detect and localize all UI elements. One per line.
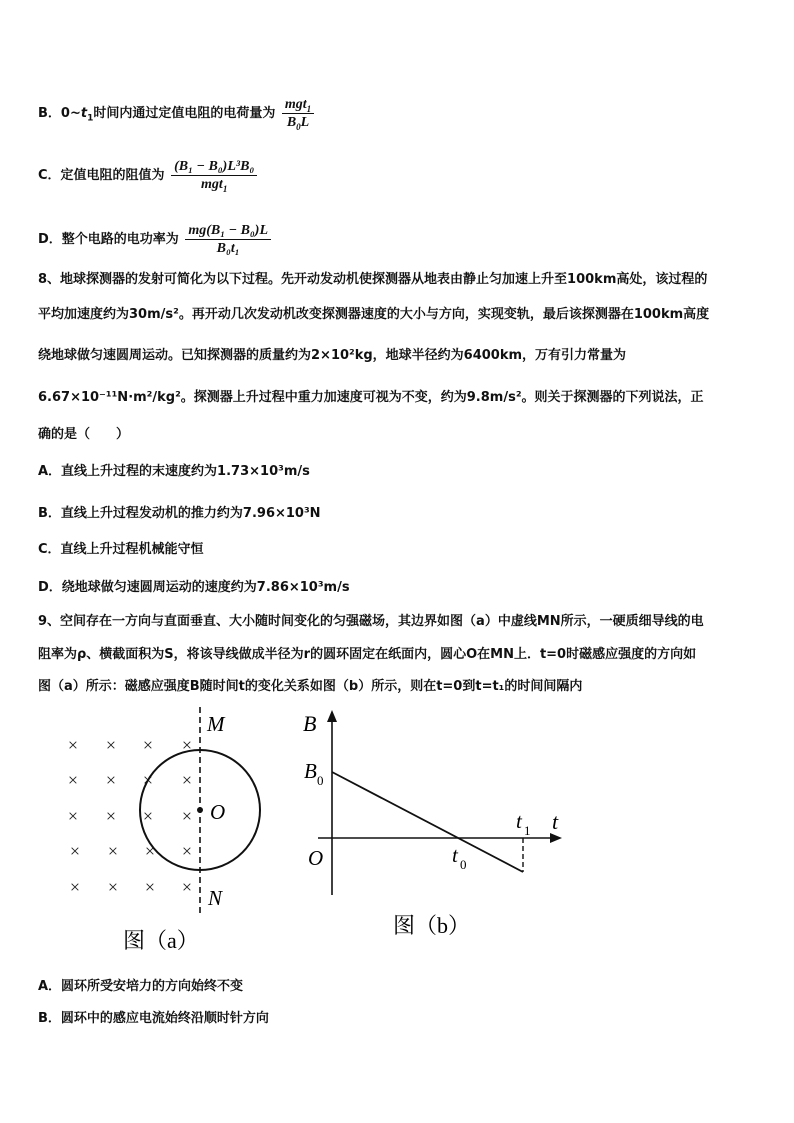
- q7-b-text: 时间内通过定值电阻的电荷量为: [93, 106, 276, 121]
- center-point: [197, 807, 203, 813]
- q9-line-3: 图（a）所示：磁感应强度B随时间t的变化关系如图（b）所示，则在t=0到t=t₁的时间间隔内: [38, 679, 583, 694]
- origin-label: O: [308, 846, 324, 870]
- y-axis-arrow: [327, 710, 337, 722]
- cross-mark: ×: [67, 770, 79, 790]
- caption-a: 图（a）: [123, 928, 199, 953]
- cross-mark: ×: [144, 877, 156, 897]
- cross-mark: ×: [142, 806, 154, 826]
- q7-b-num: mgt: [284, 97, 307, 112]
- b0-sub: 0: [317, 773, 324, 788]
- q8-line-1: 8、地球探测器的发射可简化为以下过程。先开动发动机使探测器从地表由静止匀加速上升至100km高处，该过程的: [38, 272, 708, 287]
- q9-line-1: 9、空间存在一方向与直面垂直、大小随时间变化的匀强磁场，其边界如图（a）中虚线MN所示，一硬质细导线的电: [38, 614, 704, 629]
- cross-mark: ×: [142, 770, 154, 790]
- q7-b-t1: t: [80, 106, 88, 121]
- figure-b: [300, 705, 570, 950]
- q7-d-den: B₀t₁: [216, 241, 240, 256]
- cross-mark: ×: [181, 877, 193, 897]
- q8-option-b: B．直线上升过程发动机的推力约为7.96×10³N: [38, 506, 321, 521]
- q7-b-t1-sub: 1: [87, 113, 94, 124]
- q9-option-b: B．圆环中的感应电流始终沿顺时针方向: [38, 1011, 269, 1026]
- axis-label-t: t: [552, 809, 559, 834]
- t1-sub: 1: [524, 823, 531, 838]
- q8-line-4: 6.67×10⁻¹¹N·m²/kg²。探测器上升过程中重力加速度可视为不变，约为9.8m/s²。则关于探测器的下列说法，正: [38, 390, 704, 405]
- cross-mark: ×: [69, 877, 81, 897]
- q7-option-c: [38, 158, 259, 193]
- cross-mark: ×: [144, 841, 156, 861]
- label-n: N: [208, 886, 223, 910]
- q7-c-den: mgt: [201, 177, 223, 192]
- t1-label: t: [516, 809, 522, 833]
- cross-mark: ×: [142, 735, 154, 755]
- cross-mark: ×: [181, 841, 193, 861]
- q7-b-fraction: [282, 96, 314, 131]
- axis-label-b: B: [303, 711, 317, 736]
- q7-b-den-tail: L: [300, 115, 310, 130]
- q7-d-num: mg(B₁ − B₀)L: [185, 222, 271, 240]
- q7-option-b: [38, 96, 316, 131]
- cross-mark: ×: [181, 770, 193, 790]
- cross-mark: ×: [181, 735, 193, 755]
- q7-b-prefix: B．0~: [38, 106, 81, 121]
- cross-mark: ×: [181, 806, 193, 826]
- b-line: [332, 772, 523, 872]
- q8-option-d: D．绕地球做匀速圆周运动的速度约为7.86×10³m/s: [38, 580, 350, 595]
- cross-mark: ×: [105, 735, 117, 755]
- caption-b: 图（b）: [393, 913, 471, 938]
- q9-option-a: A．圆环所受安培力的方向始终不变: [38, 979, 244, 994]
- cross-mark: ×: [107, 877, 119, 897]
- cross-mark: ×: [67, 806, 79, 826]
- q9-line-2: 阻率为ρ、横截面积为S，将该导线做成半径为r的圆环固定在纸面内，圆心O在MN上．t=0时磁感应强度的方向如: [38, 647, 697, 662]
- q7-c-fraction: [171, 158, 257, 193]
- q8-line-5: 确的是（ ）: [38, 427, 130, 442]
- cross-mark: ×: [105, 770, 117, 790]
- q7-b-den: B: [286, 115, 297, 130]
- q8-option-a: A．直线上升过程的末速度约为1.73×10³m/s: [38, 464, 310, 479]
- b0-label: B: [304, 759, 317, 783]
- figure-a: [55, 705, 270, 960]
- t0-sub: 0: [460, 857, 467, 872]
- label-o: O: [210, 800, 226, 824]
- q7-c-prefix: C．定值电阻的阻值为: [38, 168, 165, 183]
- q7-c-num: (B₁ − B₀)L³B₀: [171, 158, 257, 176]
- cross-mark: ×: [107, 841, 119, 861]
- q7-b-den-sub: 0: [296, 121, 301, 132]
- cross-mark: ×: [67, 735, 79, 755]
- x-axis-arrow: [550, 833, 562, 843]
- q7-d-prefix: D．整个电路的电功率为: [38, 232, 179, 247]
- label-m: M: [207, 712, 225, 736]
- q8-line-2: 平均加速度约为30m/s²。再开动几次发动机改变探测器速度的大小与方向，实现变轨，最后该探测器在100km高度: [38, 307, 710, 322]
- q7-option-d: [38, 222, 273, 257]
- q7-d-fraction: [185, 222, 271, 257]
- q7-c-den-sub: 1: [222, 183, 228, 194]
- q8-option-c: C．直线上升过程机械能守恒: [38, 542, 204, 557]
- t0-label: t: [452, 843, 458, 867]
- q8-line-3: 绕地球做匀速圆周运动。已知探测器的质量约为2×10²kg，地球半径约为6400km，万有引力常量为: [38, 348, 627, 363]
- cross-mark: ×: [69, 841, 81, 861]
- q7-b-num-sub: 1: [306, 103, 312, 114]
- cross-mark: ×: [105, 806, 117, 826]
